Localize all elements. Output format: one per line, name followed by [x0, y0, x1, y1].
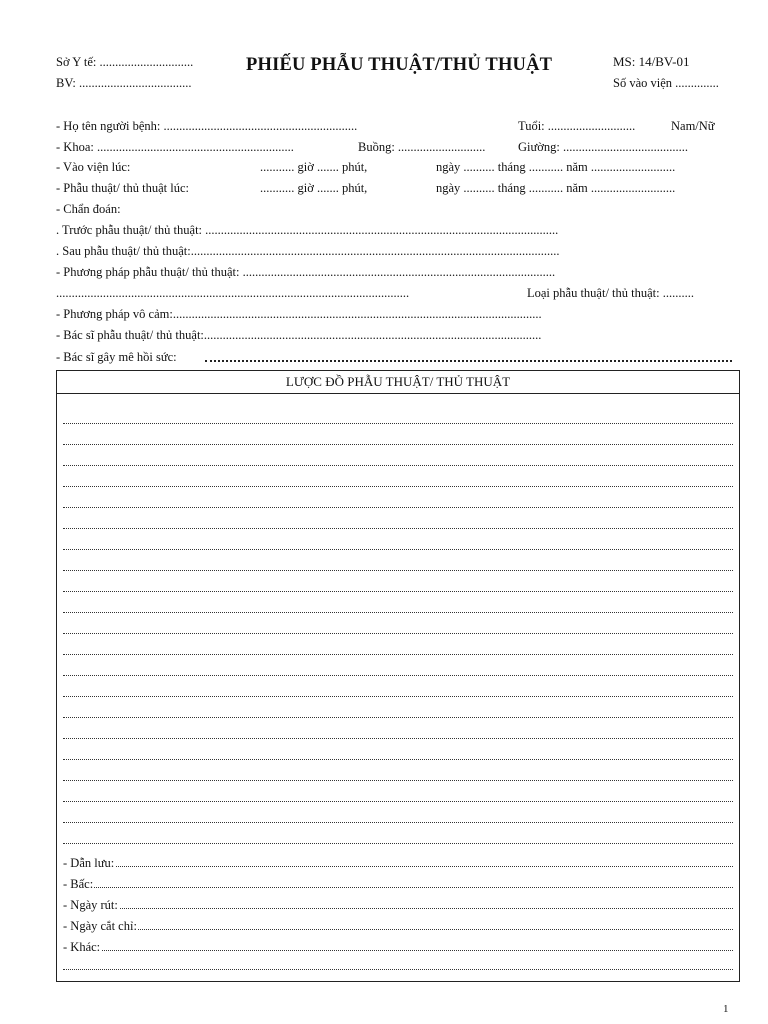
ngay-rut-field: - Ngày rút: — [63, 898, 733, 912]
truoc-pt-field: . Trước phẫu thuật/ thủ thuật: ................................................................................................................. — [56, 223, 559, 237]
bac-si-pt-field: - Bác sĩ phẫu thuật/ thủ thuật:............................................................................................................ — [56, 328, 542, 342]
diagram-dotted-line — [63, 780, 733, 782]
diagram-dotted-line — [63, 444, 733, 446]
pt-luc-date: ngày .......... tháng ........... năm ........................... — [436, 181, 676, 195]
diagram-dotted-line — [63, 759, 733, 761]
diagram-dotted-line — [63, 843, 733, 845]
pt-luc-time: ........... giờ ....... phút, — [260, 181, 368, 195]
vao-vien-label: - Vào viện lúc: — [56, 160, 131, 174]
diagram-dotted-line — [63, 801, 733, 803]
diagram-dotted-line — [63, 717, 733, 719]
diagram-dotted-line — [63, 822, 733, 824]
diagram-dotted-line — [63, 738, 733, 740]
diagram-dotted-line — [63, 486, 733, 488]
diagram-last-dotted-line — [63, 969, 733, 971]
so-vao-vien-field: Số vào viện .............. — [613, 76, 719, 90]
page-title: PHIẾU PHẪU THUẬT/THỦ THUẬT — [246, 55, 553, 75]
diagram-dotted-line — [63, 696, 733, 698]
so-y-te-field: Sở Y tế: .............................. — [56, 55, 194, 69]
page-number: 1 — [723, 1003, 729, 1015]
phuong-phap-field: - Phương pháp phẫu thuật/ thủ thuật: .................................................................................................... — [56, 265, 556, 279]
khac-field: - Khác: — [63, 940, 733, 954]
diagram-dotted-line — [63, 612, 733, 614]
giuong-field: Giường: ........................................ — [518, 140, 688, 154]
diagram-dotted-line — [63, 528, 733, 530]
diagram-dotted-line — [63, 654, 733, 656]
tuoi-field: Tuổi: ............................ — [518, 119, 636, 133]
diagram-dotted-line — [63, 570, 733, 572]
bv-field: BV: .................................... — [56, 76, 192, 90]
diagram-dotted-line — [63, 507, 733, 509]
loai-pt-field: Loại phẫu thuật/ thủ thuật: .......... — [527, 286, 694, 300]
diagram-dotted-line — [63, 423, 733, 425]
bac-si-gay-me-dotted-line — [205, 360, 732, 362]
vo-cam-field: - Phương pháp vô cảm:...................................................................................................................... — [56, 307, 542, 321]
diagram-dotted-line — [63, 675, 733, 677]
vao-vien-date: ngày .......... tháng ........... năm ........................... — [436, 160, 676, 174]
ngay-cat-chi-field: - Ngày cắt chỉ: — [63, 919, 733, 933]
sau-pt-field: . Sau phẫu thuật/ thủ thuật:...................................................................................................................... — [56, 244, 560, 258]
diagram-dotted-line — [63, 633, 733, 635]
form-code: MS: 14/BV-01 — [613, 54, 690, 69]
ho-ten-field: - Họ tên người bệnh: .............................................................. — [56, 119, 358, 133]
diagram-title: LƯỢC ĐỒ PHẪU THUẬT/ THỦ THUẬT — [57, 371, 739, 394]
diagram-dotted-line — [63, 549, 733, 551]
bac-field: - Bấc: — [63, 877, 733, 891]
dan-luu-field: - Dẫn lưu: — [63, 856, 733, 870]
diagram-dotted-line — [63, 591, 733, 593]
vao-vien-time: ........... giờ ....... phút, — [260, 160, 368, 174]
chan-doan-label: - Chẩn đoán: — [56, 202, 121, 216]
khoa-field: - Khoa: ............................................................... — [56, 140, 294, 154]
pt-luc-label: - Phẫu thuật/ thủ thuật lúc: — [56, 181, 189, 195]
phuong-phap-continuation: ................................................................................................................. — [56, 286, 410, 300]
diagram-dotted-line — [63, 465, 733, 467]
gioi-tinh-label: Nam/Nữ — [671, 119, 715, 133]
bac-si-gay-me-label: - Bác sĩ gây mê hồi sức: — [56, 350, 177, 364]
diagram-box — [56, 370, 740, 982]
buong-field: Buồng: ............................ — [358, 140, 486, 154]
